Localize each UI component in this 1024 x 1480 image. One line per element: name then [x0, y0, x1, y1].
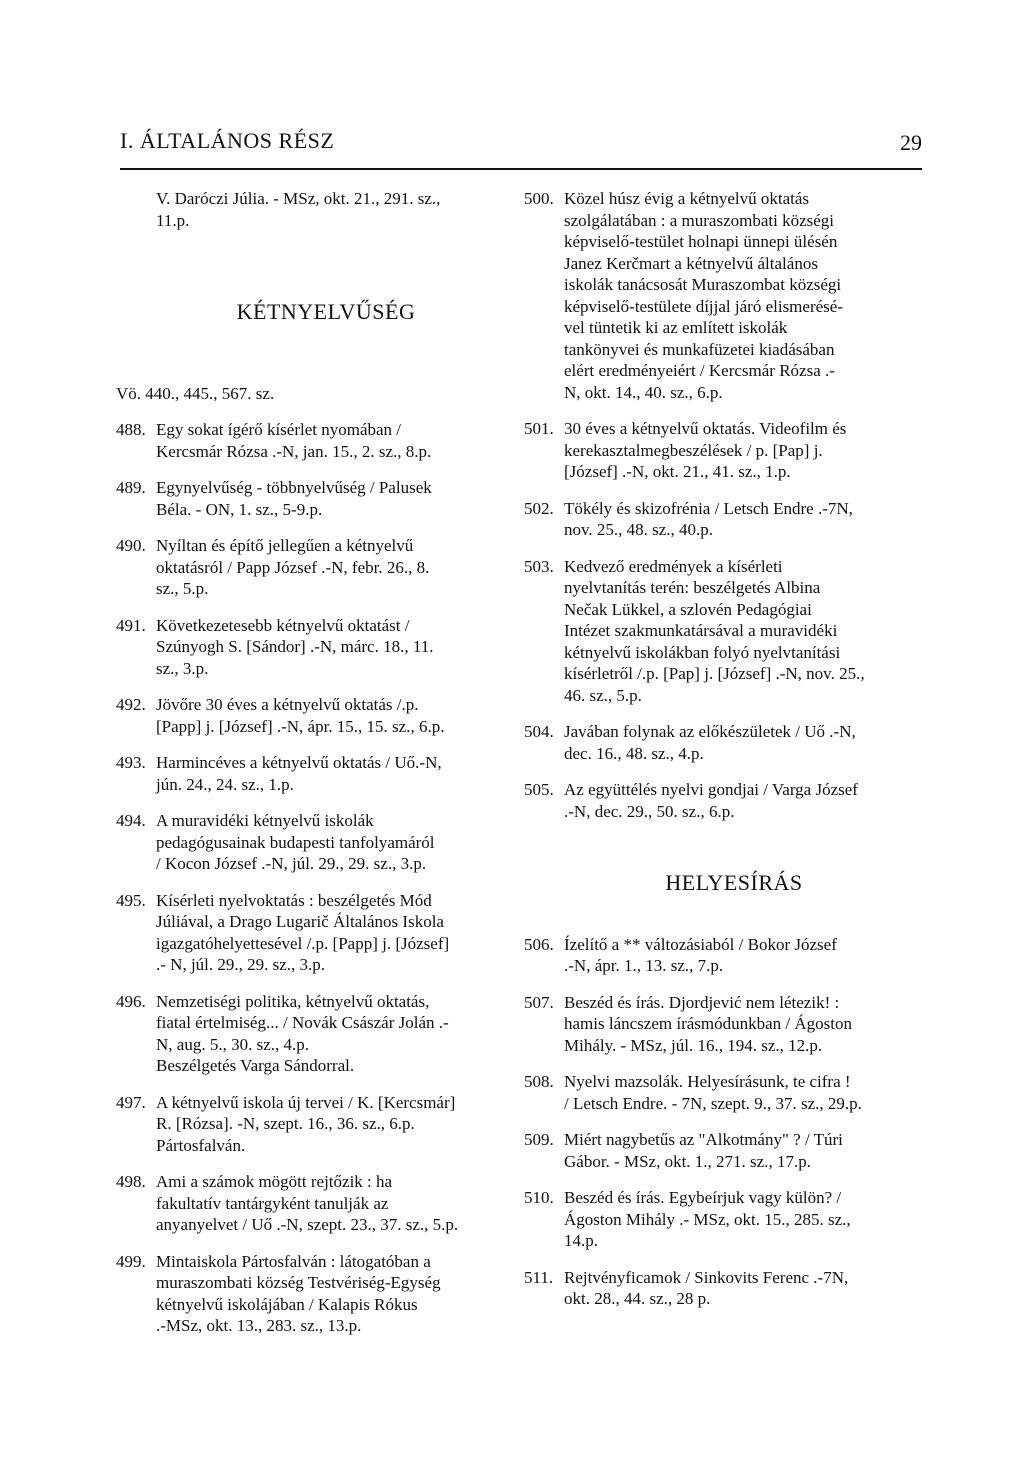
- bibliography-entry: [116, 615, 496, 680]
- bibliography-entry: [116, 991, 496, 1077]
- entry-line: Ízelítő a ** változásiaból / Bokor József: [564, 934, 837, 954]
- entry-line: képviselő-testület holnapi ünnepi ülésén: [564, 232, 838, 251]
- running-title: I. ÁLTALÁNOS RÉSZ: [120, 128, 335, 153]
- entry-number: 503.: [524, 556, 554, 576]
- entry-line: dec. 16., 48. sz., 4.p.: [564, 743, 704, 763]
- header-rule: [120, 168, 922, 170]
- entry-line: N, aug. 5., 30. sz., 4.p.: [156, 1034, 309, 1054]
- entry-line: Kísérleti nyelvoktatás : beszélgetés Mód: [156, 890, 432, 910]
- entry-text: [156, 752, 496, 795]
- entry-line: szolgálatában : a muraszombati községi: [564, 210, 835, 230]
- entry-line: Pártosfalván.: [156, 1135, 246, 1155]
- entry-line: hamis láncszem írásmódunkban / Ágoston: [564, 1014, 853, 1033]
- entry-line: vel tüntetik ki az említett iskolák: [564, 318, 788, 337]
- entry-number: 510.: [524, 1188, 554, 1207]
- entry-text: [156, 991, 496, 1077]
- entry-line: Rejtvényficamok / Sinkovits Ferenc .-7N,: [564, 1267, 849, 1287]
- bibliography-entry: [524, 1129, 904, 1172]
- entry-line: oktatásról / Papp József .-N, febr. 26., 8.: [156, 557, 430, 577]
- entry-text: [564, 779, 904, 822]
- entry-line: 11.p.: [156, 210, 190, 230]
- entry-line: Jövőre 30 éves a kétnyelvű oktatás /.p.: [156, 695, 419, 714]
- entry-line: Harmincéves a kétnyelvű oktatás / Uő.-N,: [156, 753, 442, 772]
- entry-line: Beszéd és írás. Djordjević nem létezik! :: [564, 992, 840, 1012]
- entry-text: [156, 419, 496, 462]
- right-column: [524, 188, 904, 1325]
- entry-number: 499.: [116, 1251, 146, 1271]
- bibliography-entry: [116, 1171, 496, 1236]
- entry-line: / Letsch Endre. - 7N, szept. 9., 37. sz., 29.p.: [564, 1093, 862, 1113]
- entry-line: Tökély és skizofrénia / Letsch Endre .-7N,: [564, 498, 853, 518]
- entry-line: A kétnyelvű iskola új tervei / K. [Kercsmár]: [156, 1092, 456, 1112]
- entry-line: fiatal értelmiség... / Novák Császár Jolán .-: [156, 1013, 449, 1032]
- bibliography-entry: [524, 1267, 904, 1310]
- left-column: [116, 188, 496, 1352]
- entry-line: Beszéd és írás. Egybeírjuk vagy külön? /: [564, 1188, 842, 1207]
- entry-number: 492.: [116, 695, 146, 714]
- entry-number: 496.: [116, 991, 146, 1011]
- entry-number: 507.: [524, 992, 554, 1012]
- entry-number: 500.: [524, 189, 554, 208]
- entry-line: .-N, ápr. 1., 13. sz., 7.p.: [564, 956, 724, 975]
- entry-line: Következetesebb kétnyelvű oktatást /: [156, 615, 410, 635]
- bibliography-entry: [116, 419, 496, 462]
- entry-line: iskolák tanácsosát Muraszombat községi: [564, 275, 842, 294]
- entry-line: Mihály. - MSz, júl. 16., 194. sz., 12.p.: [564, 1035, 823, 1055]
- entry-line: Nyelvi mazsolák. Helyesírásunk, te cifra !: [564, 1072, 851, 1091]
- bibliography-entry: [524, 188, 904, 403]
- entry-list: [524, 934, 904, 1310]
- entry-text: [156, 890, 496, 976]
- entry-text: [564, 1071, 904, 1114]
- entry-line: kísérletről /.p. [Pap] j. [József] .-N, nov. 25.,: [564, 664, 865, 683]
- entry-line: 30 éves a kétnyelvű oktatás. Videofilm és: [564, 419, 847, 438]
- entry-text: [564, 992, 904, 1057]
- entry-line: A muravidéki kétnyelvű iskolák: [156, 811, 374, 830]
- bibliography-entry: [116, 535, 496, 600]
- entry-line: pedagógusainak budapesti tanfolyamáról: [156, 832, 435, 852]
- entry-number: 489.: [116, 478, 146, 497]
- bibliography-entry: [524, 721, 904, 764]
- entry-text: [564, 556, 904, 707]
- entry-text: [156, 1251, 496, 1337]
- entry-line: Javában folynak az előkészületek / Uő .-N,: [564, 722, 856, 741]
- entry-line: Béla. - ON, 1. sz., 5-9.p.: [156, 499, 323, 519]
- entry-line: kétnyelvű iskolájában / Kalapis Rókus: [156, 1294, 418, 1314]
- entry-line: Beszélgetés Varga Sándorral.: [156, 1056, 355, 1075]
- bibliography-entry: [524, 992, 904, 1057]
- bibliography-entry: [116, 890, 496, 976]
- entry-line: tankönyvei és munkafüzetei kiadásában: [564, 339, 835, 359]
- entry-line: Kedvező eredmények a kísérleti: [564, 556, 783, 576]
- entry-number: 506.: [524, 934, 554, 954]
- entry-number: 504.: [524, 722, 554, 741]
- entry-text: [564, 721, 904, 764]
- entry-line: képviselő-testülete díjjal járó elismerésé-: [564, 296, 843, 316]
- entry-line: okt. 28., 44. sz., 28 p.: [564, 1289, 711, 1308]
- entry-number: 509.: [524, 1130, 554, 1149]
- entry-line: nov. 25., 48. sz., 40.p.: [564, 520, 714, 539]
- page-number: 29: [900, 130, 922, 155]
- entry-number: 511.: [524, 1267, 554, 1287]
- entry-number: 501.: [524, 419, 554, 438]
- entry-line: [Papp] j. [József] .-N, ápr. 15., 15. sz., 6.p.: [156, 716, 445, 736]
- entry-number: 488.: [116, 420, 146, 439]
- entry-line: muraszombati község Testvériség-Egység: [156, 1273, 441, 1292]
- entry-line: Egy sokat ígérő kísérlet nyomában /: [156, 420, 402, 439]
- entry-number: 508.: [524, 1072, 554, 1091]
- bibliography-entry: [524, 934, 904, 977]
- entry-line: Janez Kerčmart a kétnyelvű általános: [564, 253, 818, 273]
- entry-line: V. Daróczi Júlia. - MSz, okt. 21., 291. sz.,: [156, 189, 441, 208]
- entry-line: jún. 24., 24. sz., 1.p.: [156, 774, 294, 794]
- entry-text: [564, 418, 904, 483]
- entry-line: igazgatóhelyettesével /.p. [Papp] j. [József]: [156, 933, 450, 953]
- entry-line: .- N, júl. 29., 29. sz., 3.p.: [156, 955, 326, 974]
- bibliography-entry: [116, 1251, 496, 1337]
- entry-line: kétnyelvű iskolákban folyó nyelvtanítási: [564, 642, 841, 662]
- entry-line: Kercsmár Rózsa .-N, jan. 15., 2. sz., 8.p.: [156, 441, 432, 461]
- entry-text: [564, 934, 904, 977]
- bibliography-entry: [524, 1187, 904, 1252]
- entry-line: R. [Rózsa]. -N, szept. 16., 36. sz., 6.p.: [156, 1114, 415, 1133]
- entry-text: [156, 1171, 496, 1236]
- entry-line: .-N, dec. 29., 50. sz., 6.p.: [564, 801, 735, 821]
- entry-line: / Kocon József .-N, júl. 29., 29. sz., 3.p.: [156, 854, 427, 873]
- entry-line: Mintaiskola Pártosfalván : látogatóban a: [156, 1251, 431, 1271]
- entry-list: [524, 188, 904, 822]
- entry-number: 502.: [524, 498, 554, 518]
- entry-text: [156, 694, 496, 737]
- continuation-entry: [116, 188, 496, 231]
- entry-text: [156, 1092, 496, 1157]
- entry-text: [156, 810, 496, 875]
- entry-line: Közel húsz évig a kétnyelvű oktatás: [564, 189, 810, 208]
- bibliography-entry: [524, 418, 904, 483]
- bibliography-entry: [116, 1092, 496, 1157]
- entry-list: [116, 419, 496, 1337]
- entry-line: kerekasztalmegbeszélések / p. [Pap] j.: [564, 440, 823, 460]
- entry-line: Egynyelvűség - többnyelvűség / Palusek: [156, 478, 432, 497]
- entry-line: Az együttélés nyelvi gondjai / Varga József: [564, 780, 858, 799]
- section-heading-ketnyelvuseg: KÉTNYELVŰSÉG: [236, 299, 416, 324]
- entry-line: sz., 3.p.: [156, 658, 209, 678]
- entry-line: elért eredményeiért / Kercsmár Rózsa .-: [564, 361, 835, 380]
- entry-line: Szúnyogh S. [Sándor] .-N, márc. 18., 11.: [156, 637, 434, 656]
- entry-line: .-MSz, okt. 13., 283. sz., 13.p.: [156, 1316, 362, 1335]
- entry-line: nyelvtanítás terén: beszélgetés Albina: [564, 578, 821, 597]
- entry-line: [József] .-N, okt. 21., 41. sz., 1.p.: [564, 462, 791, 481]
- entry-line: sz., 5.p.: [156, 579, 209, 598]
- entry-text: [564, 1187, 904, 1252]
- bibliography-entry: [116, 752, 496, 795]
- entry-text: [156, 615, 496, 680]
- entry-line: 14.p.: [564, 1231, 598, 1250]
- entry-line: Intézet szakmunkatársával a muravidéki: [564, 621, 838, 640]
- entry-line: Gábor. - MSz, okt. 1., 271. sz., 17.p.: [564, 1151, 811, 1171]
- entry-line: 46. sz., 5.p.: [564, 685, 642, 705]
- entry-number: 497.: [116, 1092, 146, 1112]
- entry-number: 505.: [524, 780, 554, 799]
- entry-line: Miért nagybetűs az "Alkotmány" ? / Túri: [564, 1130, 843, 1149]
- bibliography-entry: [524, 498, 904, 541]
- entry-number: 490.: [116, 536, 146, 555]
- entry-line: Júliával, a Drago Lugarič Általános Iskola: [156, 912, 444, 931]
- entry-text: [564, 1129, 904, 1172]
- entry-line: Nemzetiségi politika, kétnyelvű oktatás,: [156, 991, 430, 1011]
- entry-number: 498.: [116, 1172, 146, 1191]
- entry-text: [156, 535, 496, 600]
- bibliography-entry: [116, 694, 496, 737]
- bibliography-entry: [524, 1071, 904, 1114]
- bibliography-entry: [524, 779, 904, 822]
- entry-line: Ami a számok mögött rejtőzik : ha: [156, 1172, 393, 1191]
- bibliography-entry: [116, 810, 496, 875]
- entry-text: [564, 498, 904, 541]
- entry-line: Nečak Lükkel, a szlovén Pedagógiai: [564, 599, 812, 619]
- entry-line: Nyíltan és építő jellegűen a kétnyelvű: [156, 536, 414, 555]
- entry-text: [564, 188, 904, 403]
- page-header: [120, 128, 922, 168]
- entry-number: 495.: [116, 890, 146, 910]
- entry-number: 493.: [116, 753, 146, 772]
- entry-line: fakultatív tantárgyként tanulják az: [156, 1193, 389, 1213]
- see-also-reference: Vö. 440., 445., 567. sz.: [116, 383, 275, 403]
- section-heading-helyesiras: HELYESÍRÁS: [665, 870, 803, 895]
- bibliography-entry: [524, 556, 904, 707]
- entry-line: Ágoston Mihály .- MSz, okt. 15., 285. sz.,: [564, 1209, 851, 1229]
- entry-line: N, okt. 14., 40. sz., 6.p.: [564, 382, 723, 402]
- entry-line: anyanyelvet / Uő .-N, szept. 23., 37. sz., 5.p.: [156, 1215, 459, 1234]
- entry-number: 491.: [116, 615, 146, 635]
- bibliography-entry: [116, 477, 496, 520]
- entry-text: [156, 477, 496, 520]
- entry-text: [564, 1267, 904, 1310]
- entry-number: 494.: [116, 811, 146, 830]
